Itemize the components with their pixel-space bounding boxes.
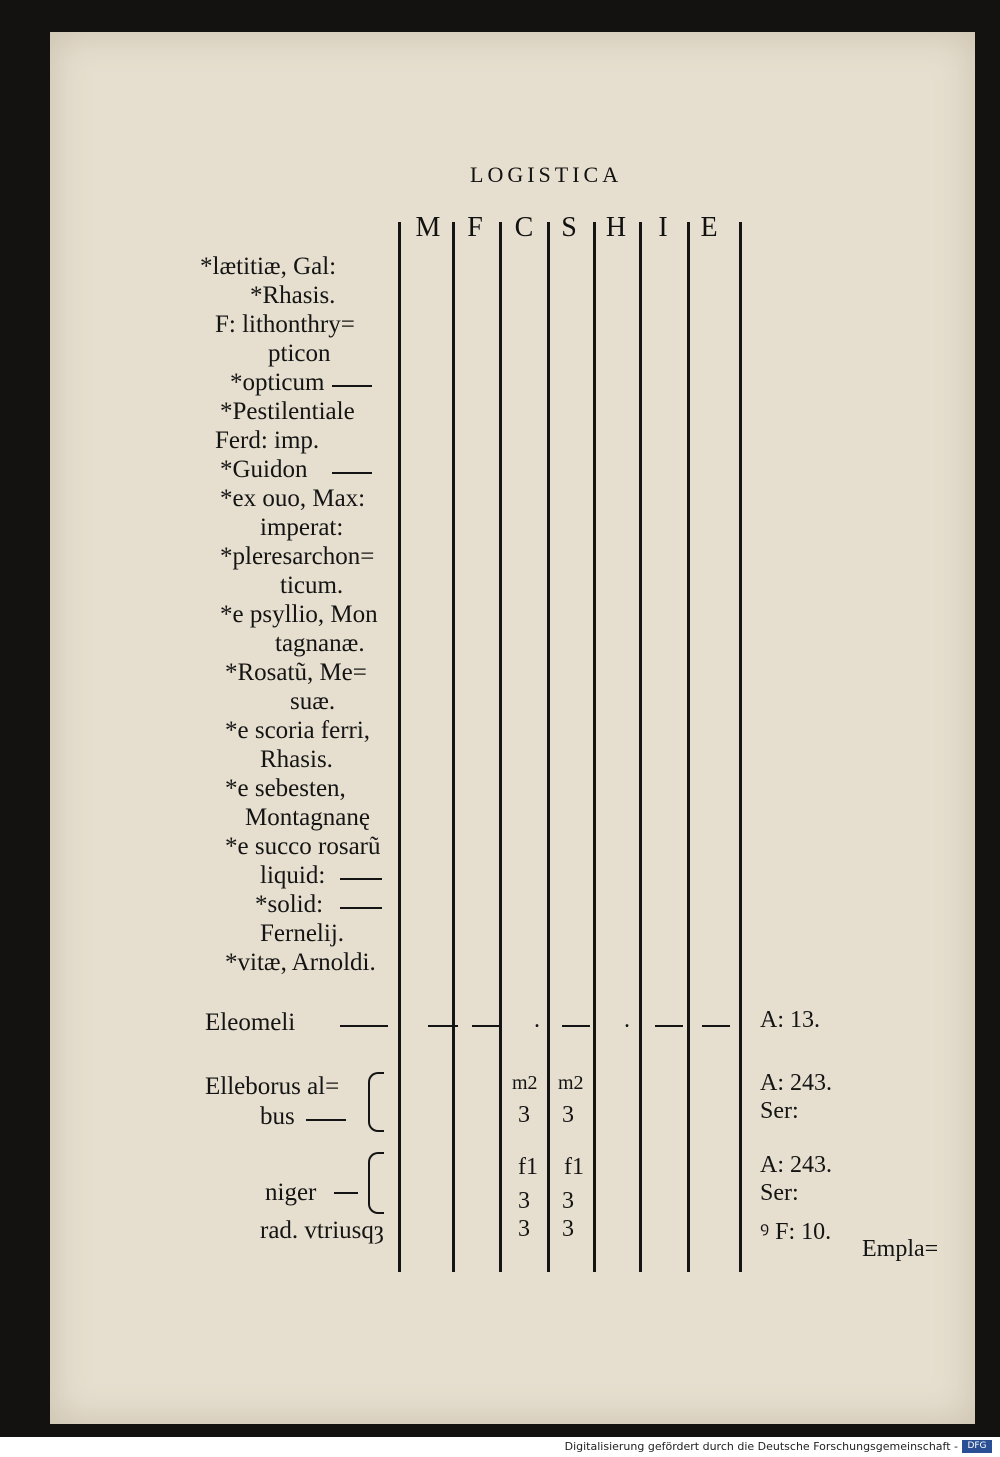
entry-rad: rad. vtriusqȝ: [260, 1217, 384, 1244]
dash-line: [332, 385, 372, 387]
entry: Rhasis.: [260, 746, 333, 773]
dash-line: [702, 1025, 730, 1027]
entry: imperat:: [260, 514, 344, 541]
note-elleborus-ser: Ser:: [760, 1098, 799, 1124]
entry: *e sebesten,: [225, 775, 346, 802]
dash-line: [332, 472, 372, 474]
column-rule: [739, 222, 742, 1272]
dash-line: [334, 1192, 358, 1194]
cell-value: f1: [564, 1154, 584, 1180]
cell-value: m2: [558, 1072, 584, 1094]
entry: Ferd: imp.: [215, 427, 320, 454]
column-rule: [593, 222, 596, 1272]
entry: Fernelij.: [260, 920, 345, 947]
dash-line: [655, 1025, 683, 1027]
entry: *lætitiæ, Gal:: [200, 253, 337, 280]
entry: *ex ouo, Max:: [220, 485, 366, 512]
entry-niger: niger: [265, 1179, 317, 1206]
column-letter-f: F: [467, 212, 483, 243]
dash-line: [340, 878, 382, 880]
dfg-logo: DFG: [962, 1440, 992, 1453]
dash-line: [340, 1025, 388, 1027]
footer-text: Digitalisierung gefördert durch die Deutsche Forschungsgemeinschaft -: [564, 1440, 958, 1453]
entry: suæ.: [290, 688, 336, 715]
dot-mark: .: [534, 1007, 540, 1033]
dash-line: [472, 1025, 500, 1027]
cell-value: 3: [518, 1102, 530, 1128]
column-rule: [499, 222, 502, 1272]
column-rule: [452, 222, 455, 1272]
entry: *vitæ, Arnoldi.: [225, 949, 376, 976]
entry-elleborus: Elleborus al=: [205, 1073, 340, 1100]
entry: *opticum: [230, 369, 325, 396]
entry: *solid:: [255, 891, 324, 918]
column-letter-h: H: [605, 212, 627, 243]
dot-mark: .: [624, 1007, 630, 1033]
column-letter-m: M: [415, 212, 441, 243]
catchword: Empla=: [862, 1236, 939, 1262]
entry-eleomeli: Eleomeli: [205, 1009, 296, 1036]
column-rule: [639, 222, 642, 1272]
cell-value: m2: [512, 1072, 538, 1094]
dash-line: [306, 1119, 346, 1121]
note-elleborus-a: A: 243.: [760, 1070, 832, 1096]
footer-bar: [0, 1437, 1000, 1457]
note-rad-f: ꝰ F: 10.: [760, 1219, 832, 1245]
entry: *Guidon: [220, 456, 308, 483]
dash-line: [428, 1025, 458, 1027]
cell-value: 3: [518, 1188, 530, 1214]
book-page: [50, 32, 975, 1424]
column-rule: [687, 222, 690, 1272]
note-niger-a: A: 243.: [760, 1152, 832, 1178]
entry: *e succo rosarũ: [225, 833, 381, 860]
entry: F: lithonthry=: [215, 311, 355, 338]
entry: *Rosatũ, Me=: [225, 659, 367, 686]
column-rule: [547, 222, 550, 1272]
entry: liquid:: [260, 862, 326, 889]
cell-value: 3: [562, 1216, 574, 1242]
entry-albus: bus: [260, 1103, 295, 1130]
dash-line: [340, 907, 382, 909]
cell-value: f1: [518, 1154, 538, 1180]
column-rule: [398, 222, 401, 1272]
entry: ticum.: [280, 572, 344, 599]
cell-value: 3: [518, 1216, 530, 1242]
entry: *e scoria ferri,: [225, 717, 371, 744]
entry: *e psyllio, Mon: [220, 601, 378, 628]
entry: tagnanæ.: [275, 630, 365, 657]
cell-value: 3: [562, 1102, 574, 1128]
entry: *pleresarchon=: [220, 543, 375, 570]
note-eleomeli: A: 13.: [760, 1007, 820, 1033]
cell-value: 3: [562, 1188, 574, 1214]
column-letter-s: S: [561, 212, 577, 243]
entry: Montagnanę: [245, 804, 370, 831]
brace: [368, 1152, 384, 1214]
brace: [368, 1072, 384, 1132]
entry: *Rhasis.: [250, 282, 336, 309]
dash-line: [562, 1025, 590, 1027]
column-letter-i: I: [658, 212, 668, 243]
note-niger-ser: Ser:: [760, 1180, 799, 1206]
column-letter-c: C: [514, 212, 534, 243]
entry: *Pestilentiale: [220, 398, 355, 425]
entry: pticon: [268, 340, 331, 367]
page-header: LOGISTICA: [470, 162, 623, 187]
column-letter-e: E: [700, 212, 718, 243]
